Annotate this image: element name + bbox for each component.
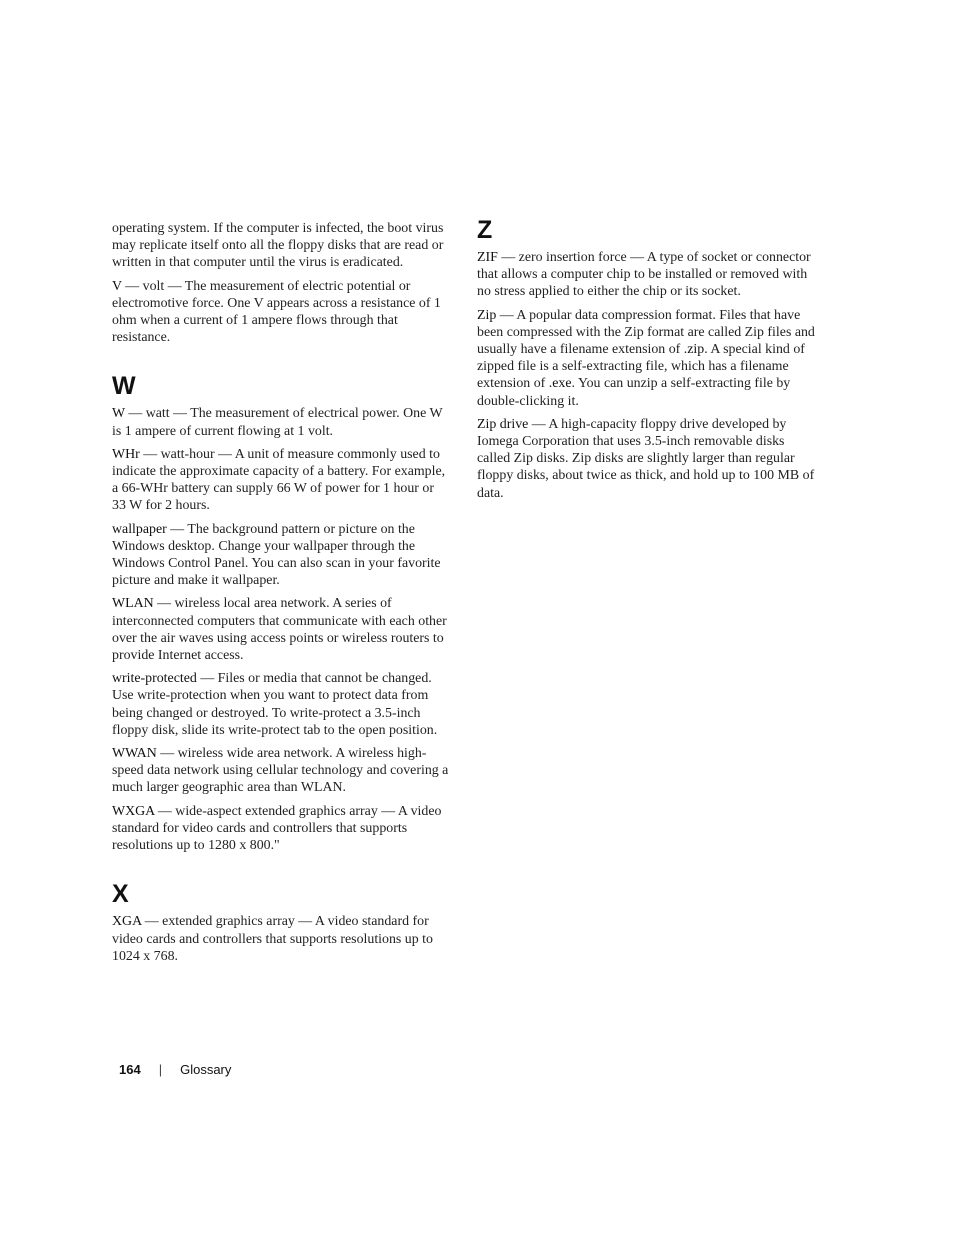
glossary-entry-v: [112, 278, 450, 347]
continuation-text: operating system. If the computer is infected, the boot virus may replicate itself onto all the floppy disks that are read or written in that computer until the virus is eradicated.: [112, 221, 444, 271]
glossary-definition: — A popular data compression format. Files that have been compressed with the Zip format are called Zip files and usually have a filename extension of: [477, 307, 815, 358]
left-column: [112, 220, 450, 971]
glossary-definition: . You can unzip a self-extracting file by double-clicking it.: [477, 376, 791, 409]
glossary-definition: — A high-capacity floppy drive developed by Iomega Corporation that uses 3.5-inch removable disks called Zip disks. Zip disks are slightly larger than regular floppy disks, about twice as thick, and hold up to 100 MB of data.: [477, 416, 815, 501]
glossary-term: WWAN: [112, 746, 157, 762]
glossary-definition: — Files or media that cannot be changed. Use write-protection when you want to protect data from being changed or destroyed. To write-protect a 3.5-inch floppy disk, slide its write-protect tab to the open position.: [112, 671, 438, 738]
right-column: [477, 216, 815, 508]
glossary-definition: — wide-aspect extended graphics array — A video standard for video cards and controllers that supports resolutions up to 1280 x 800.": [112, 803, 442, 854]
glossary-definition: — volt — The measurement of electric potential or electromotive force. One V appears across a resistance of 1 ohm when a current of 1 ampere flows through that resistance.: [112, 278, 441, 346]
glossary-entry-zip-drive: [477, 416, 815, 502]
glossary-term: W: [112, 406, 125, 422]
glossary-term: WLAN: [112, 596, 154, 612]
glossary-entry-whr: [112, 446, 450, 515]
glossary-entry-w: [112, 405, 450, 439]
glossary-term: XGA: [112, 914, 142, 930]
section-heading-x: X: [112, 880, 129, 909]
glossary-definition: — wireless local area network. A series of interconnected computers that communicate with each other over the air waves using access points or wireless routers to provide Internet access.: [112, 596, 447, 664]
glossary-term: write-protected: [112, 671, 197, 687]
glossary-term: Zip: [477, 307, 497, 323]
glossary-term: WXGA: [112, 803, 155, 819]
glossary-definition: — watt — The measurement of electrical power. One W is 1 ampere of current flowing at 1 volt.: [112, 406, 443, 439]
glossary-term: wallpaper: [112, 521, 167, 537]
glossary-term: Zip drive: [477, 416, 529, 432]
glossary-entry-write-protected: [112, 670, 450, 739]
glossary-definition: — The background pattern or picture on the Windows desktop. Change your wallpaper through the Windows Control Panel. You can also scan in your favorite picture and make it wallpaper.: [112, 521, 441, 589]
section-name: Glossary: [180, 1062, 232, 1077]
file-extension: .zip: [683, 342, 705, 358]
section-heading-z: Z: [477, 216, 493, 244]
glossary-entry-wallpaper: [112, 521, 450, 590]
glossary-entry-xga: [112, 913, 450, 965]
glossary-entry-zip: [477, 307, 815, 410]
footer-separator: |: [158, 1062, 163, 1077]
glossary-term: V: [112, 278, 122, 294]
glossary-definition: . A special kind of zipped file is a self-extracting file, which has a filename extension of: [477, 342, 805, 392]
file-extension: .exe: [548, 376, 572, 392]
page-footer: [119, 1062, 231, 1077]
glossary-definition: — watt-hour — A unit of measure commonly used to indicate the approximate capacity of a battery. For example, a 66-WHr battery can supply 66 W of power for 1 hour or 33 W for 2 hours.: [112, 446, 446, 514]
glossary-definition: — extended graphics array — A video standard for video cards and controllers that supports resolutions up to 1024 x 768.: [112, 914, 433, 964]
section-heading-w: W: [112, 372, 136, 401]
glossary-term: WHr: [112, 446, 140, 462]
glossary-entry-wlan: [112, 595, 450, 664]
glossary-definition: — wireless wide area network. A wireless high-speed data network using cellular technology and covering a much larger geographic area than WLAN.: [112, 746, 449, 796]
glossary-definition: — zero insertion force — A type of socket or connector that allows a computer chip to be installed or removed with no stress applied to either the chip or its socket.: [477, 250, 811, 300]
glossary-entry-zif: [477, 249, 815, 301]
glossary-term: ZIF: [477, 250, 498, 265]
glossary-entry-wxga: [112, 803, 450, 855]
page-number: 164: [119, 1062, 141, 1077]
glossary-entry-wwan: [112, 745, 450, 797]
